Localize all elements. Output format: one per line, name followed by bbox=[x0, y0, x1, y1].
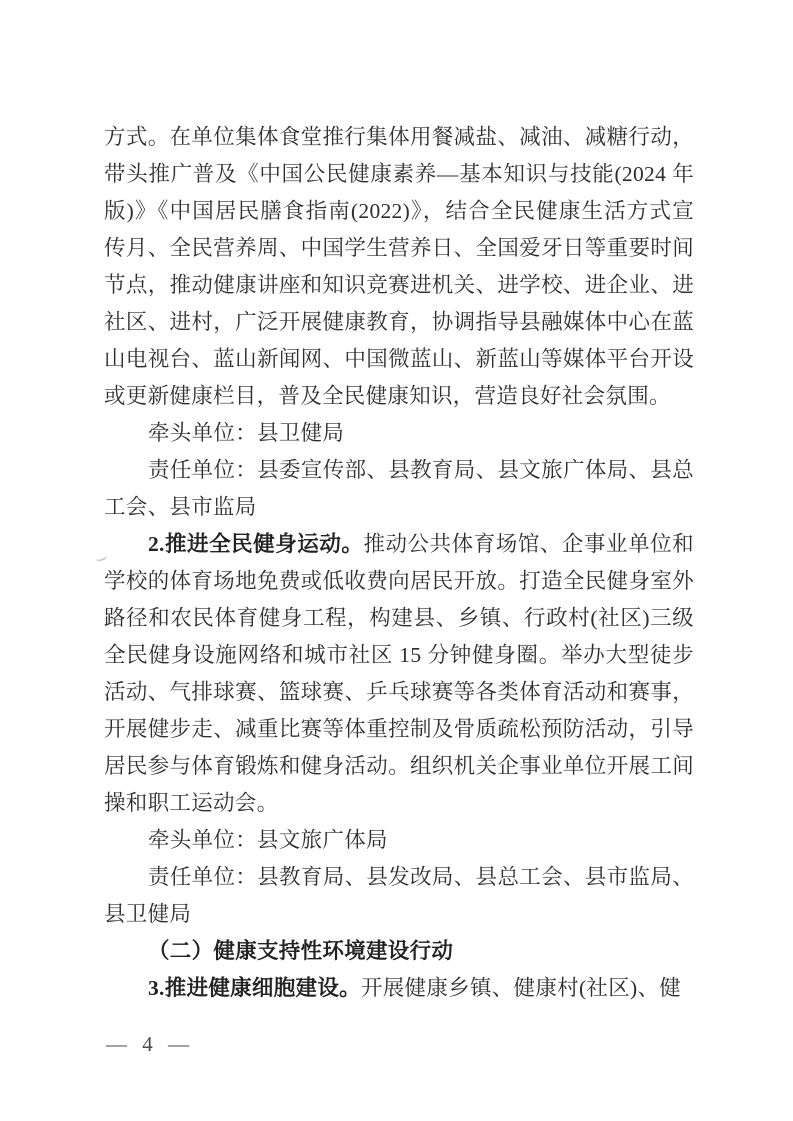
document-paragraph bbox=[104, 119, 694, 415]
paragraph-text: 牵头单位：县文旅广体局 bbox=[148, 828, 388, 852]
document-paragraph bbox=[104, 526, 694, 822]
paragraph-bold-heading: 3.推进健康细胞建设。 bbox=[148, 976, 361, 1000]
document-paragraph bbox=[104, 859, 694, 933]
paragraph-bold-heading: 2.推进全民健身运动。 bbox=[148, 532, 364, 556]
document-paragraph bbox=[104, 452, 694, 526]
paragraph-text: 责任单位：县委宣传部、县教育局、县文旅广体局、县总工会、县市监局 bbox=[104, 458, 694, 519]
paragraph-text: 牵头单位：县卫健局 bbox=[148, 421, 345, 445]
paragraph-bold-heading: （二）健康支持性环境建设行动 bbox=[148, 939, 454, 963]
paragraph-text: 责任单位：县教育局、县发改局、县总工会、县市监局、县卫健局 bbox=[104, 865, 694, 926]
document-paragraph bbox=[104, 822, 694, 859]
document-paragraph bbox=[104, 415, 694, 452]
document-paragraph bbox=[104, 970, 694, 1007]
document-paragraph bbox=[104, 933, 694, 970]
page-footer bbox=[106, 1032, 191, 1057]
paragraph-text: 方式。在单位集体食堂推行集体用餐减盐、减油、减糖行动，带头推广普及《中国公民健康素养—基本知识与技能(2024 年版)》《中国居民膳食指南(2022)》，结合全民健康生活方式宣传月、全民营养周、中国学生营养日、全国爱牙日等重要时间节点，推动健康讲座和知识竞赛进机关、进学校、进企业、进社区、进村，广泛开展健康教育，协调指导县融媒体中心在蓝山电视台、蓝山新闻网、中国微蓝山、新蓝山等媒体平台开设或更新健康栏目，普及全民健康知识，营造良好社会氛围。 bbox=[104, 125, 694, 408]
paragraph-text: 开展健康乡镇、健康村(社区)、健 bbox=[360, 976, 682, 1000]
page-number: — 4 — bbox=[106, 1032, 191, 1056]
paragraph-text: 推动公共体育场馆、企事业单位和学校的体育场地免费或低收费向居民开放。打造全民健身室外路径和农民体育健身工程，构建县、乡镇、行政村(社区)三级全民健身设施网络和城市社区 15 分钟健身圈。举办大型徒步活动、气排球赛、篮球赛、乒乓球赛等各类体育活动和赛事，开展健步走、减重比赛等体重控制及骨质疏松预防活动，引导居民参与体育锻炼和健身活动。组织机关企事业单位开展工间操和职工运动会。 bbox=[104, 532, 694, 815]
document-body bbox=[104, 119, 694, 1007]
